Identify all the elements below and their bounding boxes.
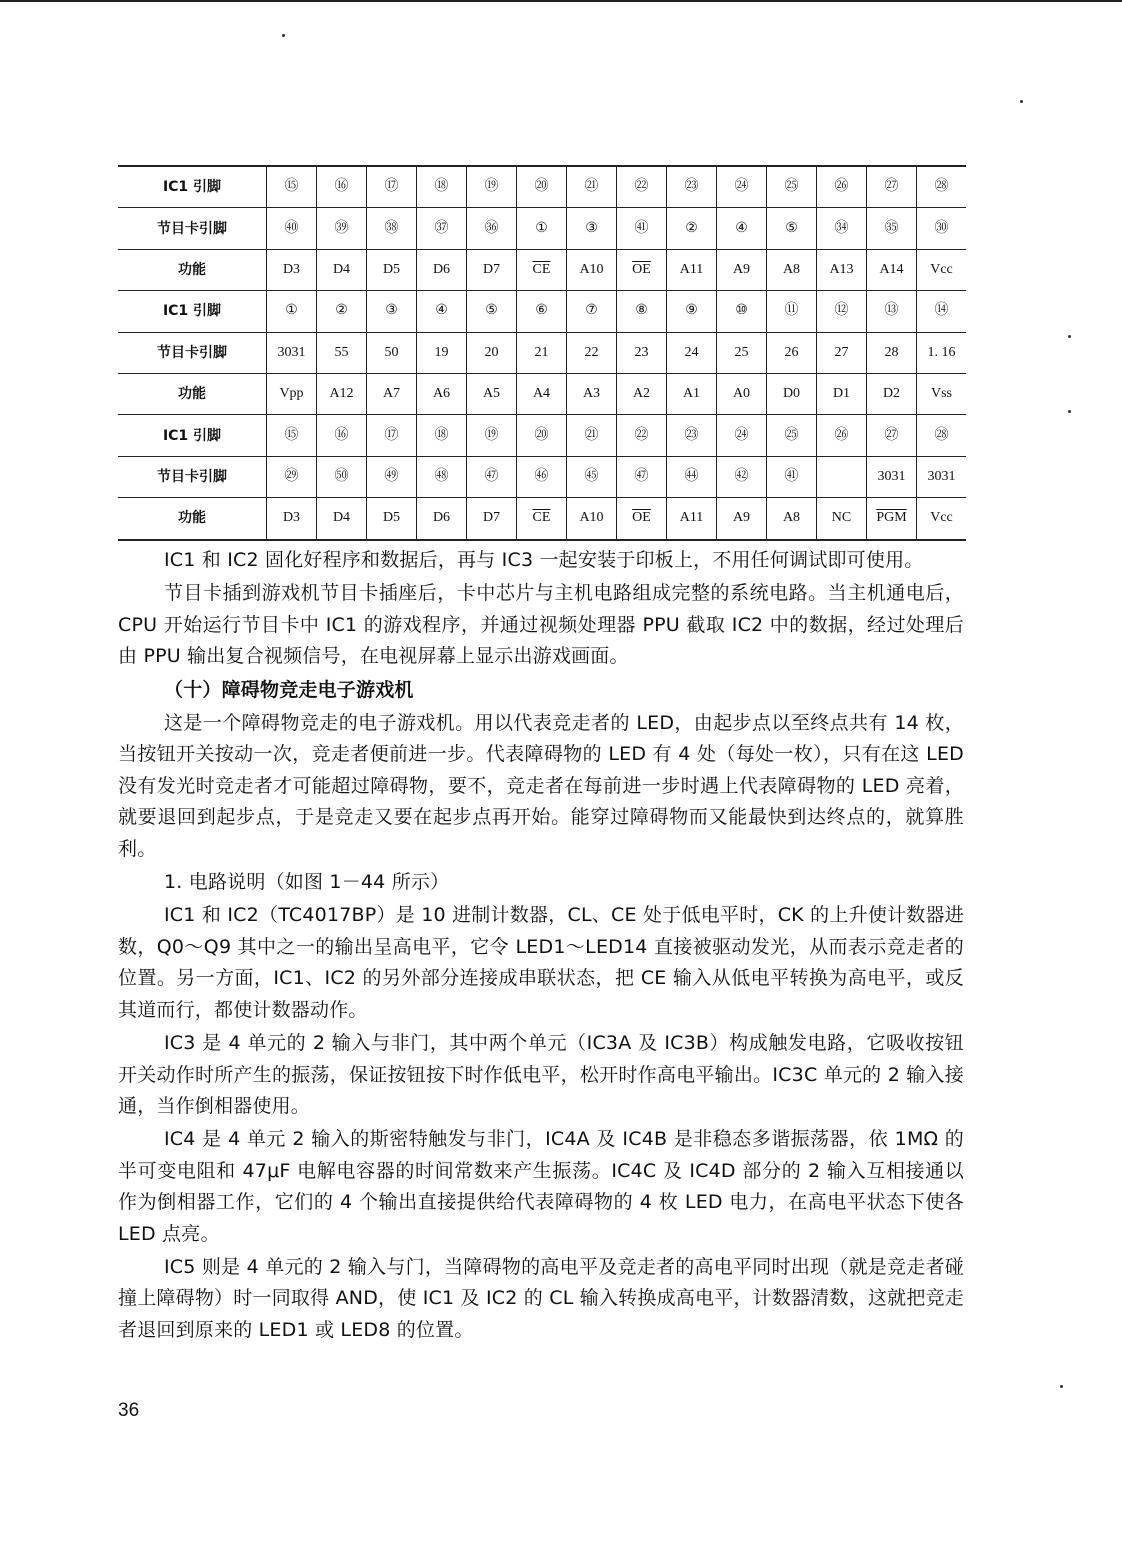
row-header: 功能	[118, 249, 267, 290]
table-cell: 1. 16	[917, 332, 967, 373]
table-cell: A12	[317, 373, 367, 414]
table-cell: ㉟	[867, 208, 917, 249]
table-cell: D3	[267, 498, 317, 540]
table-cell: 55	[317, 332, 367, 373]
table-cell: ⑱	[417, 415, 467, 456]
table-cell: A8	[767, 498, 817, 540]
table-cell: ㉕	[767, 415, 817, 456]
table-cell	[817, 456, 867, 497]
table-cell: ⑳	[517, 415, 567, 456]
table-cell: ㉞	[817, 208, 867, 249]
table-cell: 20	[467, 332, 517, 373]
table-cell: Vcc	[917, 498, 967, 540]
table-cell: ⑩	[717, 291, 767, 332]
table-cell: ㊿	[317, 456, 367, 497]
table-cell: ⑯	[317, 166, 367, 208]
table-cell: D7	[467, 498, 517, 540]
table-cell: ㊳	[367, 208, 417, 249]
table-cell: ⑫	[817, 291, 867, 332]
table-cell: ⑤	[767, 208, 817, 249]
table-cell: D1	[817, 373, 867, 414]
table-cell: ⑥	[517, 291, 567, 332]
paragraph: IC5 则是 4 单元的 2 输入与门，当障碍物的高电平及竞走者的高电平同时出现（就是竞走者碰撞上障碍物）时一同取得 AND，使 IC1 及 IC2 的 CL 输入转换成高电平，计数器清数，这就把竞走者退回到原来的 LED1 或 LED8 的位置。	[118, 1255, 964, 1341]
table-cell: 22	[567, 332, 617, 373]
table-cell: 24	[667, 332, 717, 373]
scan-speck	[1068, 410, 1071, 413]
body-text	[118, 545, 964, 1346]
pin-table-body	[118, 166, 966, 540]
table-cell: ①	[517, 208, 567, 249]
scan-speck	[1060, 1385, 1063, 1388]
table-cell: ②	[317, 291, 367, 332]
paragraph: IC3 是 4 单元的 2 输入与非门，其中两个单元（IC3A 及 IC3B）构成触发电路，它吸收按钮开关动作时所产生的振荡，保证按钮按下时作低电平，松开时作高电平输出。IC3C 单元的 2 输入接通，当作倒相器使用。	[118, 1032, 964, 1117]
table-cell: ㉘	[917, 415, 967, 456]
table-cell: A13	[817, 249, 867, 290]
table-cell: ㊼	[467, 456, 517, 497]
paragraph: 这是一个障碍物竞走的电子游戏机。用以代表竞走者的 LED，由起步点以至终点共有 14 枚，当按钮开关按动一次，竞走者便前进一步。代表障碍物的 LED 有 4 处（每处一枚），只有在这 LED 没有发光时竞走者才可能超过障碍物，要不，竞走者在每前进一步时遇上代表障碍物的 LED 亮着，就要退回到起步点，于是竞走又要在起步点再开始。能穿过障碍物而又能最快到达终点的，就算胜利。	[118, 712, 964, 860]
table-cell: ㉕	[767, 166, 817, 208]
table-cell: ⑱	[417, 166, 467, 208]
table-cell: ⑰	[367, 415, 417, 456]
table-cell: ㊼	[617, 456, 667, 497]
table-cell: $\overline{PGM}$	[867, 498, 917, 540]
table-cell: A10	[567, 498, 617, 540]
table-cell: Vss	[917, 373, 967, 414]
table-cell: 3031	[917, 456, 967, 497]
scan-speck	[1020, 100, 1023, 103]
paragraph: IC1 和 IC2（TC4017BP）是 10 进制计数器，CL、CE 处于低电平时，CK 的上升使计数器进数，Q0～Q9 其中之一的输出呈高电平，它令 LED1～LED14 直接被驱动发光，从而表示竞走者的位置。另一方面，IC1、IC2 的另外部分连接成串联状态，把 CE 输入从低电平转换为高电平，或反其道而行，都使计数器动作。	[118, 904, 964, 1021]
scan-speck	[1068, 335, 1071, 338]
table-cell: ㉚	[917, 208, 967, 249]
pin-table	[118, 165, 954, 541]
table-row	[118, 373, 966, 414]
table-row	[118, 291, 966, 332]
table-cell: ⑨	[667, 291, 717, 332]
row-header: 节目卡引脚	[118, 332, 267, 373]
table-cell: ㊹	[667, 456, 717, 497]
table-cell: ㊲	[417, 208, 467, 249]
table-cell: ⑯	[317, 415, 367, 456]
table-cell: ㊴	[317, 208, 367, 249]
table-cell: A11	[667, 498, 717, 540]
table-cell: ⑲	[467, 415, 517, 456]
table-cell: D4	[317, 498, 367, 540]
table-cell: ㉖	[817, 166, 867, 208]
table-cell: A1	[667, 373, 717, 414]
table-cell: A3	[567, 373, 617, 414]
table-cell: D2	[867, 373, 917, 414]
table-row	[118, 456, 966, 497]
table-cell: 19	[417, 332, 467, 373]
table-cell: ㊵	[267, 208, 317, 249]
table-row	[118, 166, 966, 208]
table-cell: Vcc	[917, 249, 967, 290]
table-cell: A10	[567, 249, 617, 290]
paragraph: IC4 是 4 单元 2 输入的斯密特触发与非门，IC4A 及 IC4B 是非稳态多谐振荡器，依 1MΩ 的半可变电阻和 47μF 电解电容器的时间常数来产生振荡。IC4C 及 IC4D 部分的 2 输入互相接通以作为倒相器工作，它们的 4 个输出直接提供给代表障碍物的 4 枚 LED 电力，在高电平状态下使各 LED 点亮。	[118, 1128, 964, 1245]
table-cell: $\overline{OE}$	[617, 249, 667, 290]
table-cell: ㊻	[517, 456, 567, 497]
table-cell: 3031	[867, 456, 917, 497]
table-cell: 21	[517, 332, 567, 373]
subsection-heading: 1. 电路说明（如图 1－44 所示）	[164, 871, 450, 894]
table-cell: ㉑	[567, 415, 617, 456]
table-cell: ㉘	[917, 166, 967, 208]
table-cell: ㉑	[567, 166, 617, 208]
table-cell: ⑳	[517, 166, 567, 208]
table-row	[118, 415, 966, 456]
table-cell: ⑪	[767, 291, 817, 332]
table-cell: A7	[367, 373, 417, 414]
table-cell: ①	[267, 291, 317, 332]
table-cell: $\overline{OE}$	[617, 498, 667, 540]
table-cell: ㉒	[617, 166, 667, 208]
table-cell: A9	[717, 498, 767, 540]
table-cell: 50	[367, 332, 417, 373]
table-cell: ⑧	[617, 291, 667, 332]
table-cell: Vpp	[267, 373, 317, 414]
table-cell: ⑦	[567, 291, 617, 332]
row-header: 功能	[118, 373, 267, 414]
table-cell: ㉖	[817, 415, 867, 456]
table-cell: ㊱	[467, 208, 517, 249]
table-cell: ②	[667, 208, 717, 249]
table-cell: ⑬	[867, 291, 917, 332]
table-cell: 3031	[267, 332, 317, 373]
table-cell: D4	[317, 249, 367, 290]
table-cell: A14	[867, 249, 917, 290]
table-cell: ㉓	[667, 415, 717, 456]
paragraph: IC1 和 IC2 固化好程序和数据后，再与 IC3 一起安装于印板上，不用任何调试即可使用。	[164, 549, 924, 571]
table-cell: ③	[367, 291, 417, 332]
table-cell: ⑲	[467, 166, 517, 208]
table-cell: $\overline{CE}$	[517, 498, 567, 540]
table-cell: ㉙	[267, 456, 317, 497]
table-cell: ㉔	[717, 415, 767, 456]
table-cell: D6	[417, 498, 467, 540]
table-cell: 28	[867, 332, 917, 373]
table-cell: A8	[767, 249, 817, 290]
table-cell: D5	[367, 249, 417, 290]
table-cell: ⑮	[267, 166, 317, 208]
table-cell: ㊶	[767, 456, 817, 497]
table-cell: ③	[567, 208, 617, 249]
table-row	[118, 332, 966, 373]
table-cell: NC	[817, 498, 867, 540]
table-row	[118, 498, 966, 540]
table-cell: ㉓	[667, 166, 717, 208]
page-number: 36	[118, 1400, 140, 1421]
table-cell: D3	[267, 249, 317, 290]
table-cell: ④	[417, 291, 467, 332]
row-header: IC1 引脚	[118, 415, 267, 456]
table-cell: ㉒	[617, 415, 667, 456]
table-cell: ㊺	[567, 456, 617, 497]
table-cell: D0	[767, 373, 817, 414]
table-cell: ㊶	[617, 208, 667, 249]
scan-top-edge	[0, 0, 1122, 2]
row-header: IC1 引脚	[118, 166, 267, 208]
table-cell: ㉗	[867, 415, 917, 456]
table-cell: ⑭	[917, 291, 967, 332]
row-header: IC1 引脚	[118, 291, 267, 332]
table-cell: 23	[617, 332, 667, 373]
table-cell: ⑰	[367, 166, 417, 208]
table-cell: ㊽	[417, 456, 467, 497]
table-cell: A5	[467, 373, 517, 414]
table-cell: $\overline{CE}$	[517, 249, 567, 290]
table-cell: A9	[717, 249, 767, 290]
table-cell: 25	[717, 332, 767, 373]
table-cell: ⑤	[467, 291, 517, 332]
table-row	[118, 249, 966, 290]
table-cell: ㉔	[717, 166, 767, 208]
row-header: 节目卡引脚	[118, 208, 267, 249]
table-cell: A4	[517, 373, 567, 414]
table-cell: D6	[417, 249, 467, 290]
table-cell: D5	[367, 498, 417, 540]
scan-speck	[282, 34, 285, 37]
table-cell: A2	[617, 373, 667, 414]
table-cell: A6	[417, 373, 467, 414]
table-cell: A0	[717, 373, 767, 414]
table-cell: 26	[767, 332, 817, 373]
table-cell: ④	[717, 208, 767, 249]
table-cell: ㊾	[367, 456, 417, 497]
table-row	[118, 208, 966, 249]
row-header: 功能	[118, 498, 267, 540]
table-cell: ⑮	[267, 415, 317, 456]
section-heading: （十）障碍物竞走电子游戏机	[164, 678, 414, 701]
table-cell: ㉗	[867, 166, 917, 208]
paragraph: 节目卡插到游戏机节目卡插座后，卡中芯片与主机电路组成完整的系统电路。当主机通电后，CPU 开始运行节目卡中 IC1 的游戏程序，并通过视频处理器 PPU 截取 IC2 中的数据，经过处理后由 PPU 输出复合视频信号，在电视屏幕上显示出游戏画面。	[118, 582, 964, 668]
table-cell: ㊷	[717, 456, 767, 497]
table-cell: 27	[817, 332, 867, 373]
table-cell: D7	[467, 249, 517, 290]
row-header: 节目卡引脚	[118, 456, 267, 497]
table-cell: A11	[667, 249, 717, 290]
